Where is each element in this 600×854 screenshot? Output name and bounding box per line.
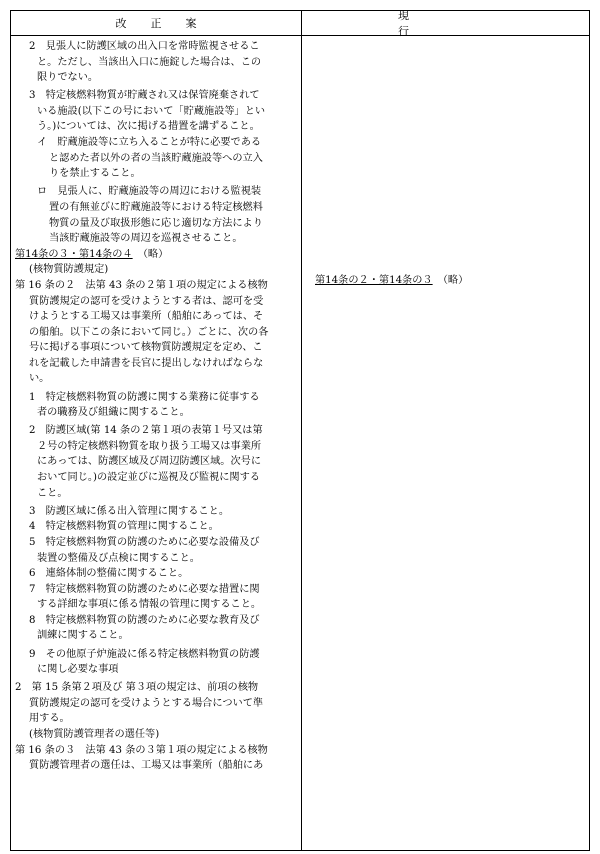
list-item: 1 特定核燃料物質の防護に関する業務に従事する xyxy=(29,391,260,403)
article-14-ref xyxy=(15,247,297,263)
text-line: に関し必要な事項 xyxy=(37,664,119,676)
article-16-3 xyxy=(15,743,297,774)
text-line: 2 見張人に防護区域の出入口を常時監視させるこ xyxy=(29,41,260,52)
omitted-note: （略） xyxy=(442,275,469,286)
header-current: 現行 xyxy=(398,9,505,38)
article-16-2 xyxy=(15,278,297,387)
sub-item-ro xyxy=(15,184,297,246)
table-header xyxy=(11,11,589,36)
text-line: おいて同じ。)の設定並びに巡視及び監視に関する xyxy=(37,472,260,484)
text-line: ２号の特定核燃料物質を取り扱う工場又は事業所 xyxy=(37,440,262,452)
text-line: いる施設(以下この号において「貯蔵施設等」とい xyxy=(37,105,266,117)
list-item: 4 特定核燃料物質の管理に関すること。 xyxy=(29,521,219,533)
header-revised: 改正案 xyxy=(115,17,221,30)
current-column xyxy=(315,39,585,289)
item-list xyxy=(15,390,297,678)
text-line: 訓練に関すること。 xyxy=(37,630,129,642)
list-item: 2 防護区域(第 14 条の２第１項の表第１号又は第 xyxy=(29,425,263,437)
paragraph-3 xyxy=(15,88,297,135)
text-line: と認めた者以外の者の当該貯蔵施設等への立入 xyxy=(49,152,263,164)
text-line: れを記載した申請書を長官に提出しなければならな xyxy=(29,357,264,369)
text-line: にあっては、防護区域及び周辺防護区域。次号に xyxy=(37,456,262,468)
list-item: 9 その他原子炉施設に係る特定核燃料物質の防護 xyxy=(29,648,260,660)
paragraph-2 xyxy=(15,39,297,86)
text-line: 質防護管理者の選任は、工場又は事業所（船舶にあ xyxy=(29,760,264,772)
text-line: の船舶。以下この条において同じ。）ごとに、次の各 xyxy=(29,326,269,338)
text-line: 3 特定核燃料物質が貯蔵され又は保管廃棄されて xyxy=(29,90,260,102)
omitted-note: （略） xyxy=(142,248,169,260)
list-item: 7 特定核燃料物質の防護のために必要な措置に関 xyxy=(29,583,260,595)
text-line: い。 xyxy=(29,373,50,385)
list-item: 3 防護区域に係る出入管理に関すること。 xyxy=(29,505,230,517)
text-line: と。ただし、当該出入口に施錠した場合は、この xyxy=(37,56,262,68)
text-line: う。)については、次に掲げる措置を講ずること。 xyxy=(37,121,260,133)
text-line: 装置の整備及び点検に関すること。 xyxy=(37,552,200,564)
text-line: 質防護規定の認可を受けようとする者は、認可を受 xyxy=(29,295,264,307)
text-line: 限りでない。 xyxy=(37,72,99,84)
text-line: 用する。 xyxy=(29,713,70,725)
text-line: 質防護規定の認可を受けようとする場合について準 xyxy=(29,697,264,709)
text-line: 第 16 条の２ 法第 43 条の２第１項の規定による核物 xyxy=(15,279,268,291)
text-line: こと。 xyxy=(37,487,68,499)
text-line: 号に掲げる事項について核物質防護規定を定め、こ xyxy=(29,342,263,354)
caption-appointment: (核物質防護管理者の選任等) xyxy=(29,729,160,741)
text-line: 者の職務及び組織に関すること。 xyxy=(37,407,190,419)
text-line: りを禁止すること。 xyxy=(49,168,141,180)
underlined-article-ref: 第14条の２・第14条の３ xyxy=(315,275,433,286)
text-line: 2 第 15 条第２項及び 第３項の規定は、前項の核物 xyxy=(15,682,259,694)
column-divider xyxy=(301,11,302,850)
text-line: 物質の量及び取扱形態に応じ適切な方法により xyxy=(49,217,263,229)
caption-physical-protection-rules: (核物質防護規定) xyxy=(29,264,109,276)
text-line: イ 貯蔵施設等に立ち入ることが特に必要である xyxy=(37,137,262,149)
comparison-table xyxy=(10,10,590,851)
revised-column xyxy=(15,39,297,774)
text-line: 当該貯蔵施設等の周辺を巡視させること。 xyxy=(49,233,243,245)
list-item: 8 特定核燃料物質の防護のために必要な教育及び xyxy=(29,614,260,626)
sub-item-i xyxy=(15,135,297,182)
text-line: ロ 見張人に、貯蔵施設等の周辺における監視装 xyxy=(37,186,262,198)
underlined-article-ref: 第14条の３・第14条の４ xyxy=(15,248,133,260)
text-line: する詳細な事項に係る情報の管理に関すること。 xyxy=(37,599,262,611)
text-line: 第 16 条の３ 法第 43 条の３第１項の規定による核物 xyxy=(15,744,268,756)
list-item: 5 特定核燃料物質の防護のために必要な設備及び xyxy=(29,536,260,548)
list-item: 6 連絡体制の整備に関すること。 xyxy=(29,568,189,580)
text-line: けようとする工場又は事業所（船舶にあっては、そ xyxy=(29,311,264,323)
paragraph-2b xyxy=(15,680,297,727)
text-line: 置の有無並びに貯蔵施設等における特定核燃料 xyxy=(49,201,263,213)
current-article-14-ref xyxy=(315,273,585,289)
